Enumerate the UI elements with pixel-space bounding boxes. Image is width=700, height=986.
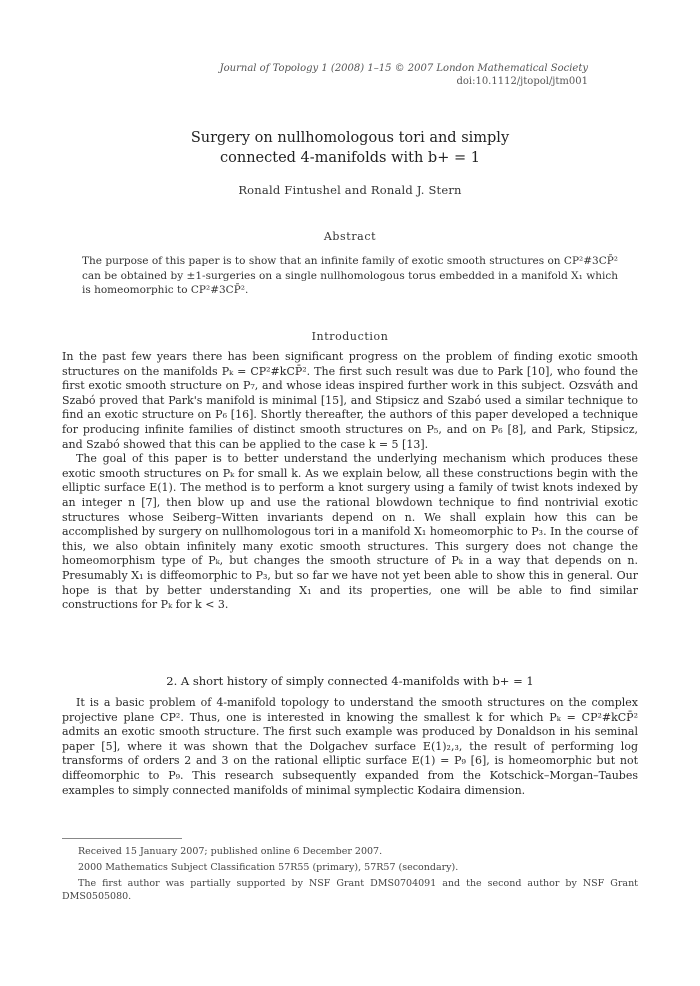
journal-header [208, 62, 588, 88]
funding-note: The first author was partially supported by NSF Grant DMS0704091 and the second author by NSF Grant DMS0505080. [62, 878, 638, 902]
abstract-heading: Abstract [323, 230, 377, 243]
journal-citation: Journal of Topology 1 (2008) 1–15 © 2007 London Mathematical Society [219, 63, 588, 74]
intro-paragraph-2: The goal of this paper is to better understand the underlying mechanism which produces these exotic smooth structures on Pₖ for small k. As we explain below, all these constructions begin with the elliptic surface E(1). The method is to perform a knot surgery using a family of twist knots indexed by an integer n [7], then blow up and use the rational blowdown technique to find nontrivial exotic structures whose Seiberg–Witten invariants depend on n. We shall explain how this can be accomplished by surgery on nullhomologous tori in a manifold X₁ homeomorphic to P₃. In the course of this, we also obtain infinitely many exotic smooth structures. This surgery does not change the homeomorphism type of Pₖ, but changes the smooth structure of Pₖ in a way that depends on n. Presumably X₁ is diffeomorphic to P₃, but so far we have not yet been able to show this in general. Our hope is that by better understanding X₁ and its properties, one will be able to find similar constructions for Pₖ for k < 3. [62, 452, 638, 612]
abstract-text: The purpose of this paper is to show that an infinite family of exotic smooth structures on CP²#3CP̄² can be obtained by ±1-surgeries on a single nullhomologous torus embedded in a manifold X₁ which is homeomorphic to CP²#3CP̄². [82, 255, 618, 296]
authors: Ronald Fintushel and Ronald J. Stern [238, 183, 462, 197]
received-note: Received 15 January 2007; published online 6 December 2007. [78, 846, 383, 857]
msc-note: 2000 Mathematics Subject Classification 57R55 (primary), 57R57 (secondary). [78, 862, 459, 873]
paper-title [150, 128, 550, 168]
title-line-1: Surgery on nullhomologous tori and simply [190, 130, 510, 146]
title-line-2: connected 4-manifolds with b+ = 1 [220, 150, 480, 166]
section-2-body [62, 696, 638, 798]
introduction-body [62, 350, 638, 613]
footnote-divider [62, 838, 182, 839]
footnotes [62, 845, 638, 906]
introduction-heading: Introduction [311, 330, 389, 343]
doi-line: doi:10.1112/jtopol/jtm001 [456, 76, 588, 87]
section-2-heading: 2. A short history of simply connected 4-manifolds with b+ = 1 [166, 674, 534, 688]
section-2-paragraph-1: It is a basic problem of 4-manifold topology to understand the smooth structures on the complex projective plane CP². Thus, one is interested in knowing the smallest k for which Pₖ = CP²#kCP̄² admits an exotic smooth structure. The first such example was produced by Donaldson in his seminal paper [5], where it was shown that the Dolgachev surface E(1)₂,₃, the result of performing log transforms of orders 2 and 3 on the rational elliptic surface E(1) = P₉ [6], is homeomorphic but not diffeomorphic to P₉. This research subsequently expanded from the Kotschick–Morgan–Taubes examples to simply connected manifolds of minimal symplectic Kodaira dimension. [62, 696, 638, 797]
intro-paragraph-1: In the past few years there has been significant progress on the problem of finding exotic smooth structures on the manifolds Pₖ = CP²#kCP̄². The first such result was due to Park [10], who found the first exotic smooth structure on P₇, and whose ideas inspired further work in this subject. Ozsváth and Szabó proved that Park's manifold is minimal [15], and Stipsicz and Szabó used a similar technique to find an exotic structure on P₆ [16]. Shortly thereafter, the authors of this paper developed a technique for producing infinite families of distinct smooth structures on P₅, and on P₆ [8], and Park, Stipsicz, and Szabó showed that this can be applied to the case k = 5 [13]. [62, 350, 638, 451]
